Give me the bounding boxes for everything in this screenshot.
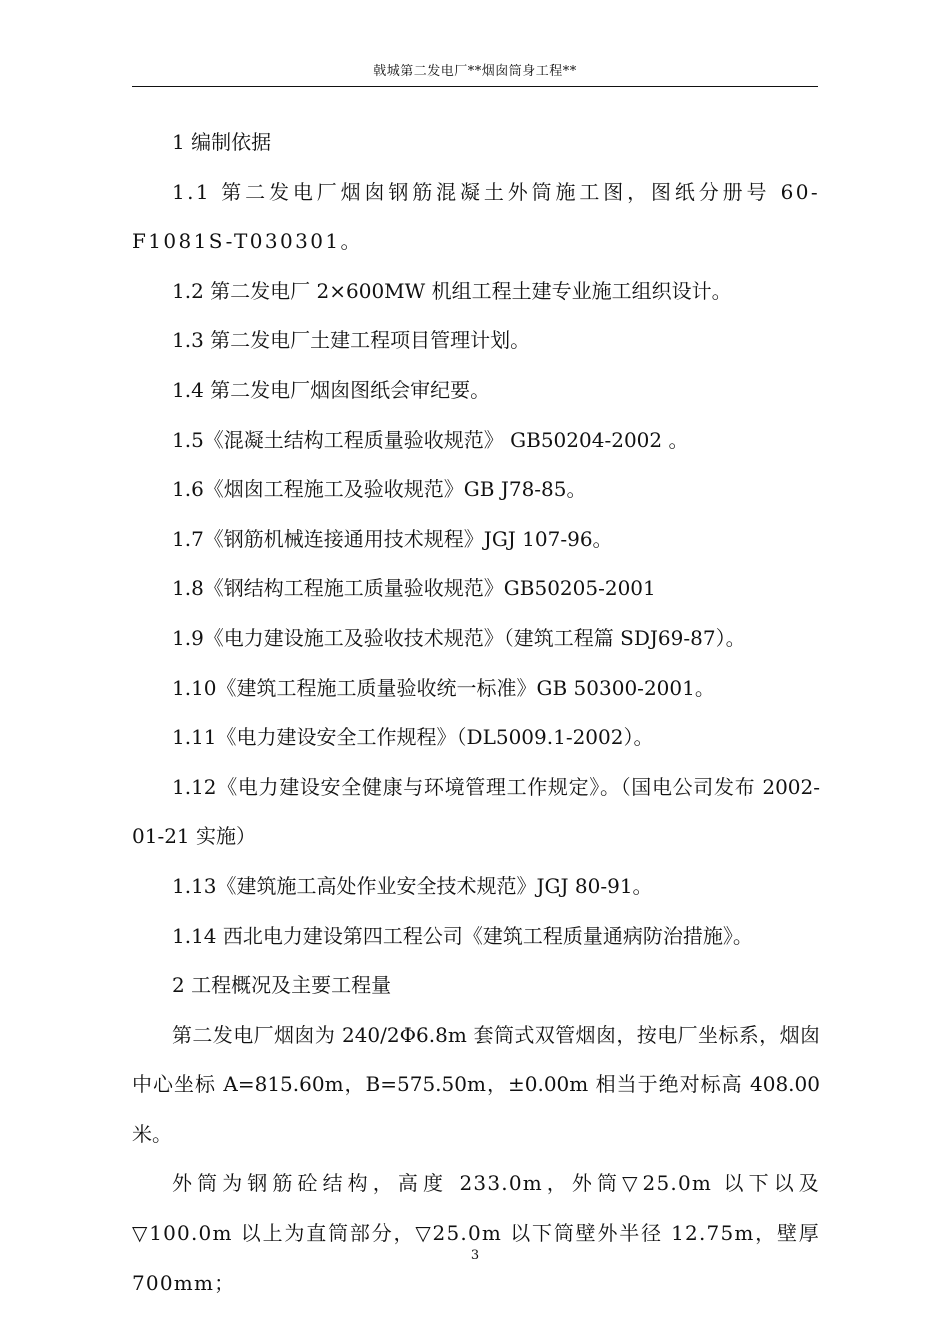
reference-item-1-6: 1.6《烟囱工程施工及验收规范》GB J78-85。 [172, 477, 587, 502]
section-heading-2: 2 工程概况及主要工程量 [172, 973, 392, 998]
reference-item-1-2: 1.2 第二发电厂 2×600MW 机组工程土建专业施工组织设计。 [172, 278, 732, 303]
reference-item-1-11: 1.11《电力建设安全工作规程》（DL5009.1-2002）。 [172, 725, 654, 750]
reference-item-1-7: 1.7《钢筋机械连接通用技术规程》JGJ 107-96。 [172, 526, 613, 551]
overview-paragraph-2: 外筒为钢筋砼结构，高度 233.0m，外筒▽25.0m 以下以及▽100.0m 以上为直筒部分，▽25.0m 以下筒壁外半径 12.75m，壁厚 700mm； [132, 1171, 820, 1295]
reference-item-1-14: 1.14 西北电力建设第四工程公司《建筑工程质量通病防治措施》。 [172, 923, 753, 948]
reference-item-1-5: 1.5《混凝土结构工程质量验收规范》 GB50204-2002 。 [172, 427, 689, 452]
reference-item-1-3: 1.3 第二发电厂土建工程项目管理计划。 [172, 328, 531, 353]
header-rule [132, 86, 818, 87]
reference-item-1-13: 1.13《建筑施工高处作业安全技术规范》JGJ 80-91。 [172, 873, 653, 898]
reference-item-1-8: 1.8《钢结构工程施工质量验收规范》GB50205-2001 [172, 576, 656, 601]
running-header: 戟城第二发电厂**烟囱筒身工程** [373, 64, 577, 79]
reference-item-1-4: 1.4 第二发电厂烟囱图纸会审纪要。 [172, 377, 491, 402]
page-number: 3 [470, 1248, 480, 1263]
overview-paragraph-1: 第二发电厂烟囱为 240/2Φ6.8m 套筒式双管烟囱，按电厂坐标系，烟囱中心坐标 A=815.60m，B=575.50m，±0.00m 相当于绝对标高 408.00 米。 [132, 1022, 820, 1146]
reference-item-1-1: 1.1 第二发电厂烟囱钢筋混凝土外筒施工图，图纸分册号 60-F1081S-T030301。 [132, 179, 820, 254]
section-heading-1: 1 编制依据 [172, 130, 272, 154]
reference-item-1-12: 1.12《电力建设安全健康与环境管理工作规定》。（国电公司发布 2002-01-21 实施） [132, 774, 820, 849]
document-body [132, 118, 820, 1308]
reference-item-1-10: 1.10《建筑工程施工质量验收统一标准》GB 50300-2001。 [172, 675, 715, 700]
reference-item-1-9: 1.9《电力建设施工及验收技术规范》（建筑工程篇 SDJ69-87）。 [172, 625, 746, 650]
